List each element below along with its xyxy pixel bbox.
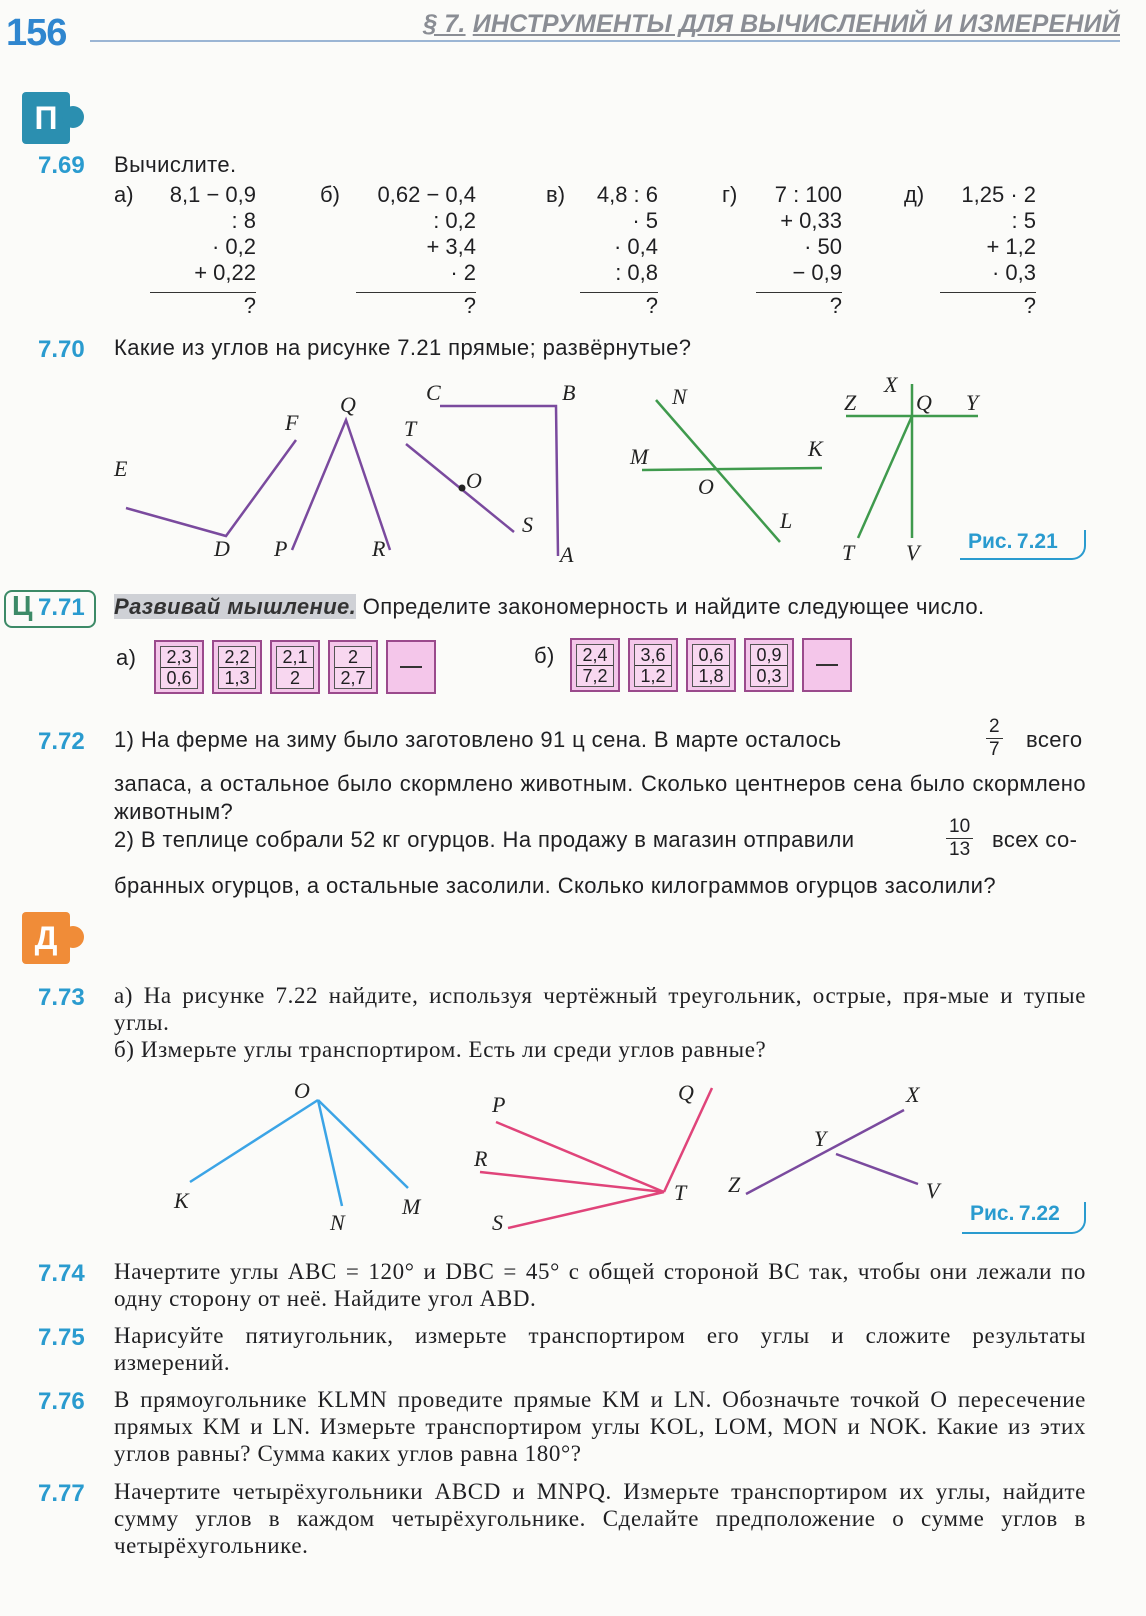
chain-row: 7 : 100: [774, 182, 842, 207]
lead-phrase: Развивай мышление.: [114, 594, 357, 619]
point-label: K: [174, 1188, 189, 1213]
exercise-text: Нарисуйте пятиугольник, измерьте транспортиром его углы и сложите результаты измерений.: [114, 1323, 1086, 1375]
point-label: O: [466, 468, 482, 493]
tile-top: 0,6: [693, 645, 729, 666]
chain-row: + 0,22: [194, 260, 256, 285]
rays-from-O: [173, 1078, 422, 1235]
point-label: V: [926, 1178, 940, 1203]
point-label: X: [906, 1082, 920, 1107]
chain-result: ?: [1023, 293, 1036, 318]
point-label: N: [330, 1210, 345, 1235]
chain-result: ?: [645, 293, 658, 318]
fraction-tile: [744, 638, 794, 692]
fraction-tile: [570, 638, 620, 692]
point-label: P: [274, 536, 288, 561]
exercise-number: 7.70: [38, 336, 85, 363]
part-label: б): [534, 643, 555, 668]
point-label: R: [474, 1146, 488, 1171]
point-label: Q: [340, 392, 356, 417]
problem-1-line-1: 1) На ферме на зиму было заготовлено 91 ц сена. В марте осталось: [114, 727, 842, 752]
point-label: X: [884, 372, 898, 397]
chain-row: 0,62 − 0,4: [377, 182, 476, 207]
chain-row: + 1,2: [986, 234, 1036, 259]
running-header: [423, 10, 1120, 39]
point-label: P: [492, 1092, 506, 1117]
point-label: E: [114, 456, 128, 481]
tile-row-b: [570, 638, 852, 692]
tile-bottom: 1,2: [640, 665, 666, 686]
point-label: K: [808, 436, 823, 461]
point-label: O: [698, 474, 714, 499]
point-label: Q: [916, 390, 932, 415]
chain-row: · 0,4: [613, 234, 658, 259]
fraction-tile: [328, 640, 378, 694]
task-a: а) На рисунке 7.22 найдите, используя чертёжный треугольник, острые, пря-мые и тупые углы.: [114, 983, 1086, 1035]
chain-result: ?: [463, 293, 476, 318]
point-label: T: [842, 540, 855, 565]
fraction: [946, 816, 973, 861]
chain-row: · 2: [450, 260, 476, 285]
fraction-tile: [212, 640, 262, 694]
point-label: C: [426, 380, 441, 405]
exercise-number: 7.77: [38, 1480, 85, 1507]
intersecting-lines-MK-NL: [629, 384, 824, 542]
part-label: а): [116, 645, 137, 670]
fraction-tile: [628, 638, 678, 692]
chain-row: + 0,33: [780, 208, 842, 233]
section-sign: § 7.: [423, 10, 466, 38]
rays-from-T: [473, 1080, 712, 1235]
blank-dash: [400, 666, 422, 668]
point-label: A: [560, 542, 574, 567]
exercise-text: В прямоугольнике KLMN проведите прямые KM и LN. Обозначьте точкой O пересечение прямых KM и LN. Измерьте транспортиром углы KOL, LOM, MON и NOK. Какие из этих углов равны? Сумма каких углов равна 180°?: [114, 1387, 1086, 1466]
figure-caption-7-22: [962, 1202, 1086, 1234]
thinking-icon: Ц: [12, 590, 33, 621]
tile-bottom: 2: [289, 667, 300, 688]
exercise-number: 7.76: [38, 1388, 85, 1415]
tile-top: 0,9: [751, 645, 787, 666]
point-label: Z: [844, 390, 857, 415]
angle-CBA: [426, 380, 575, 567]
header-rule: [90, 40, 1120, 42]
numerator: 2: [986, 716, 1003, 739]
tile-row-a: [154, 640, 436, 694]
point-label: Y: [814, 1126, 827, 1151]
tile-bottom: 2,7: [340, 667, 366, 688]
angle-EDF: [113, 410, 299, 561]
exercise-text: Начертите углы ABC = 120° и DBC = 45° с общей стороной BC так, чтобы они лежали по одну сторону от неё. Найдите угол ABD.: [114, 1259, 1086, 1311]
chain-row: : 5: [1011, 208, 1036, 233]
exercise-number: 7.74: [38, 1260, 85, 1287]
calc-chain-b: [356, 182, 476, 319]
calc-chain-c: [580, 182, 658, 319]
chain-result: ?: [243, 293, 256, 318]
problem-2-line-1: 2) В теплице собрали 52 кг огурцов. На продажу в магазин отправили: [114, 827, 855, 852]
chain-label: б): [320, 182, 340, 207]
point-label: T: [674, 1180, 687, 1205]
exercise-number: 7.71: [38, 594, 85, 621]
exercise-text: [114, 593, 985, 621]
chain-row: : 8: [231, 208, 256, 233]
chain-row: · 5: [632, 208, 658, 233]
point-label: Y: [966, 390, 979, 415]
chain-result: ?: [829, 293, 842, 318]
point-label: R: [372, 536, 386, 561]
calc-chain-e: [940, 182, 1036, 319]
chain-label: в): [546, 182, 566, 207]
exercise-text: Начертите четырёхугольники ABCD и MNPQ. Измерьте транспортиром их углы, найдите сумму углов в каждом четырёхугольнике. Сделайте предположение о сумме углов в четырёхугольнике.: [114, 1479, 1086, 1558]
chain-row: 1,25 · 2: [961, 182, 1036, 207]
chain-row: · 0,2: [211, 234, 256, 259]
chain-row: · 0,3: [991, 260, 1036, 285]
tile-top: 2: [335, 647, 371, 668]
point-label: S: [492, 1210, 503, 1235]
point-label: L: [780, 508, 793, 533]
puzzle-p-icon: П: [22, 92, 70, 144]
fraction-tile: [686, 638, 736, 692]
numerator: 10: [946, 816, 973, 839]
denominator: 7: [989, 739, 1000, 760]
chain-label: д): [904, 182, 925, 207]
tile-bottom: 1,8: [698, 665, 724, 686]
problem-2-tail: всех со-: [992, 827, 1078, 852]
problem-1-tail: всего: [1026, 727, 1083, 752]
chain-row: 8,1 − 0,9: [169, 182, 256, 207]
tile-bottom: 0,6: [166, 667, 192, 688]
figure-caption-7-21: [960, 530, 1086, 560]
exercise-number: 7.72: [38, 728, 85, 755]
point-label: F: [285, 410, 299, 435]
fraction-tile: [270, 640, 320, 694]
exercise-title: Вычислите.: [114, 152, 237, 177]
chain-label: а): [114, 182, 134, 207]
figure-caption-number: 7.21: [1016, 530, 1058, 553]
rays-from-Y: [728, 1082, 942, 1203]
point-label: V: [906, 540, 920, 565]
chain-row: : 0,8: [615, 260, 658, 285]
puzzle-d-icon: Д: [22, 912, 70, 964]
tile-top: 2,1: [277, 647, 313, 668]
chain-row: − 0,9: [792, 260, 842, 285]
exercise-number: 7.75: [38, 1324, 85, 1351]
figure-caption-number: 7.22: [1018, 1202, 1060, 1225]
exercise-text: Какие из углов на рисунке 7.21 прямые; развёрнутые?: [114, 335, 692, 360]
chain-row: + 3,4: [426, 234, 476, 259]
answer-tile: [802, 638, 852, 692]
calc-chain-d: [756, 182, 842, 319]
tile-top: 2,2: [219, 647, 255, 668]
tile-bottom: 1,3: [224, 667, 250, 688]
tile-top: 2,4: [577, 645, 613, 666]
problem-1-rest: запаса, а остальное было скормлено животным. Сколько центнеров сена было скормлено животным?: [114, 771, 1086, 824]
answer-tile: [386, 640, 436, 694]
figure-caption-label: Рис.: [968, 530, 1013, 553]
fraction-tile: [154, 640, 204, 694]
point-label: Z: [728, 1172, 741, 1197]
chain-row: : 0,2: [433, 208, 476, 233]
section-title: ИНСТРУМЕНТЫ ДЛЯ ВЫЧИСЛЕНИЙ И ИЗМЕРЕНИЙ: [472, 10, 1120, 38]
point-label: S: [522, 512, 533, 537]
chain-row: 4,8 : 6: [596, 182, 658, 207]
page-number: 156: [6, 12, 67, 54]
tile-bottom: 7,2: [582, 665, 608, 686]
point-label: O: [294, 1078, 310, 1103]
tile-bottom: 0,3: [756, 665, 782, 686]
denominator: 13: [949, 839, 971, 860]
point-label: Q: [678, 1080, 694, 1105]
point-label: N: [672, 384, 687, 409]
calc-chain-a: [150, 182, 256, 319]
chain-label: г): [722, 182, 738, 207]
chain-row: · 50: [804, 234, 842, 259]
tile-top: 3,6: [635, 645, 671, 666]
fraction: [986, 716, 1003, 761]
figure-caption-label: Рис.: [970, 1202, 1015, 1225]
task-text: Определите закономерность и найдите следующее число.: [362, 594, 985, 619]
task-b: б) Измерьте углы транспортиром. Есть ли среди углов равные?: [114, 1037, 767, 1062]
angle-TOS: [404, 416, 533, 537]
point-label: B: [562, 380, 576, 405]
exercise-number: 7.73: [38, 984, 85, 1011]
point-label: T: [404, 416, 417, 441]
exercise-number: 7.69: [38, 152, 85, 179]
point-label: D: [214, 536, 230, 561]
problem-2-rest: бранных огурцов, а остальные засолили. Сколько килограммов огурцов засолили?: [114, 873, 996, 898]
blank-dash: [816, 664, 838, 666]
point-label: M: [630, 444, 649, 469]
tile-top: 2,3: [161, 647, 197, 668]
point-label: M: [402, 1194, 421, 1219]
